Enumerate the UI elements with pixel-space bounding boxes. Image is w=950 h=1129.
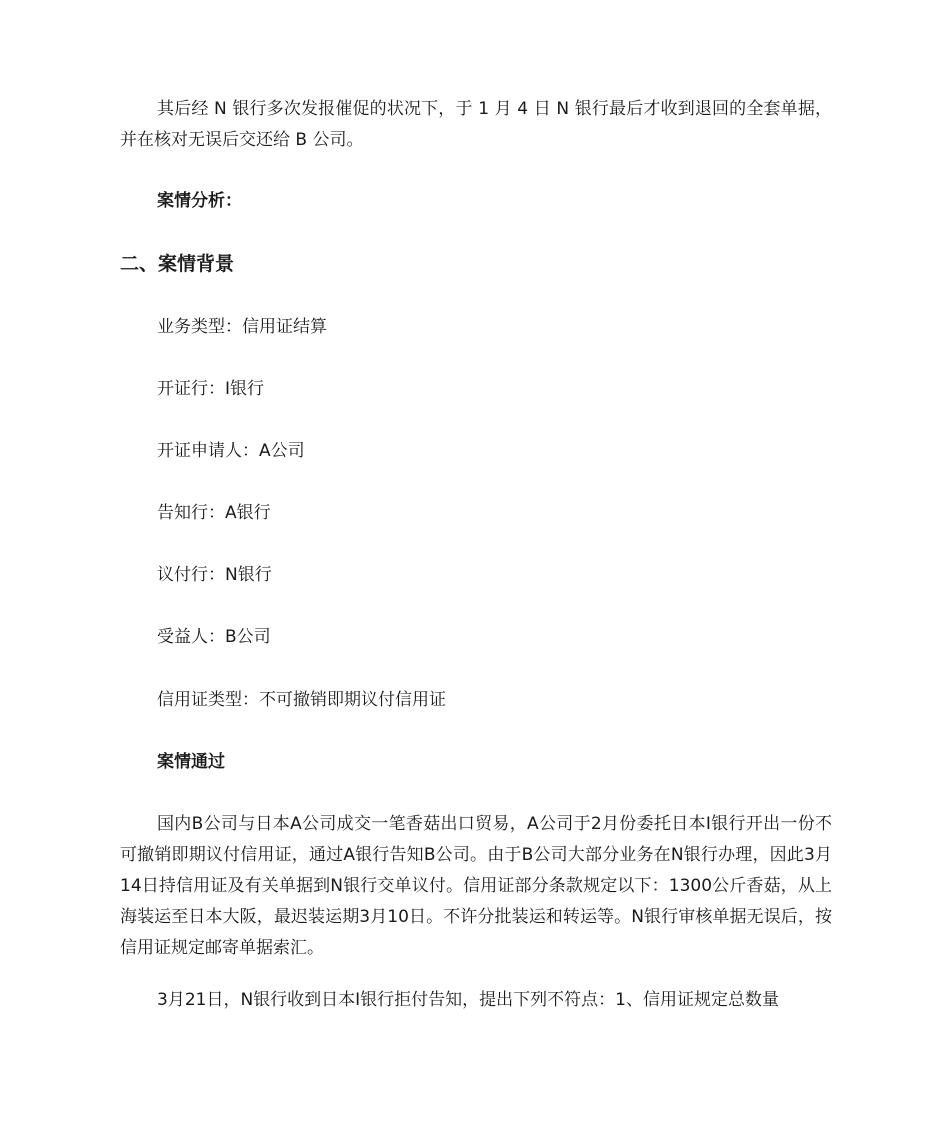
section-two-heading: 二、案情背景 — [120, 253, 235, 275]
beneficiary-line: 受益人：B公司 — [157, 627, 271, 647]
case-analysis-heading: 案情分析： — [157, 191, 242, 211]
paragraph-refusal-notice: 3月21日，N银行收到日本I银行拒付告知，提出下列不符点：1、信用证规定总数量 — [157, 990, 779, 1010]
issuing-bank-line: 开证行：I银行 — [157, 379, 265, 399]
paragraph-return-documents: 其后经 N 银行多次发报催促的状况下，于 1 月 4 日 N 银行最后才收到退回的全套单据，并在核对无误后交还给 B 公司。 — [120, 99, 832, 150]
paragraph-case-process: 国内B公司与日本A公司成交一笔香菇出口贸易，A公司于2月份委托日本I银行开出一份不可撤销即期议付信用证，通过A银行告知B公司。由于B公司大部分业务在N银行办理，因此3月14日持信用证及有关单据到N银行交单议付。信用证部分条款规定以下：1300公斤香菇，从上海装运至日本大阪，最迟装运期3月10日。不许分批装运和转运等。N银行审核单据无误后，按信用证规定邮寄单据索汇。 — [120, 814, 832, 958]
negotiating-bank-line: 议付行：N银行 — [157, 565, 272, 585]
business-type-line: 业务类型：信用证结算 — [157, 317, 327, 337]
lc-type-line: 信用证类型：不可撤销即期议付信用证 — [157, 690, 446, 710]
applicant-line: 开证申请人：A公司 — [157, 441, 305, 461]
advising-bank-line: 告知行：A银行 — [157, 503, 271, 523]
case-process-heading: 案情通过 — [157, 752, 225, 772]
